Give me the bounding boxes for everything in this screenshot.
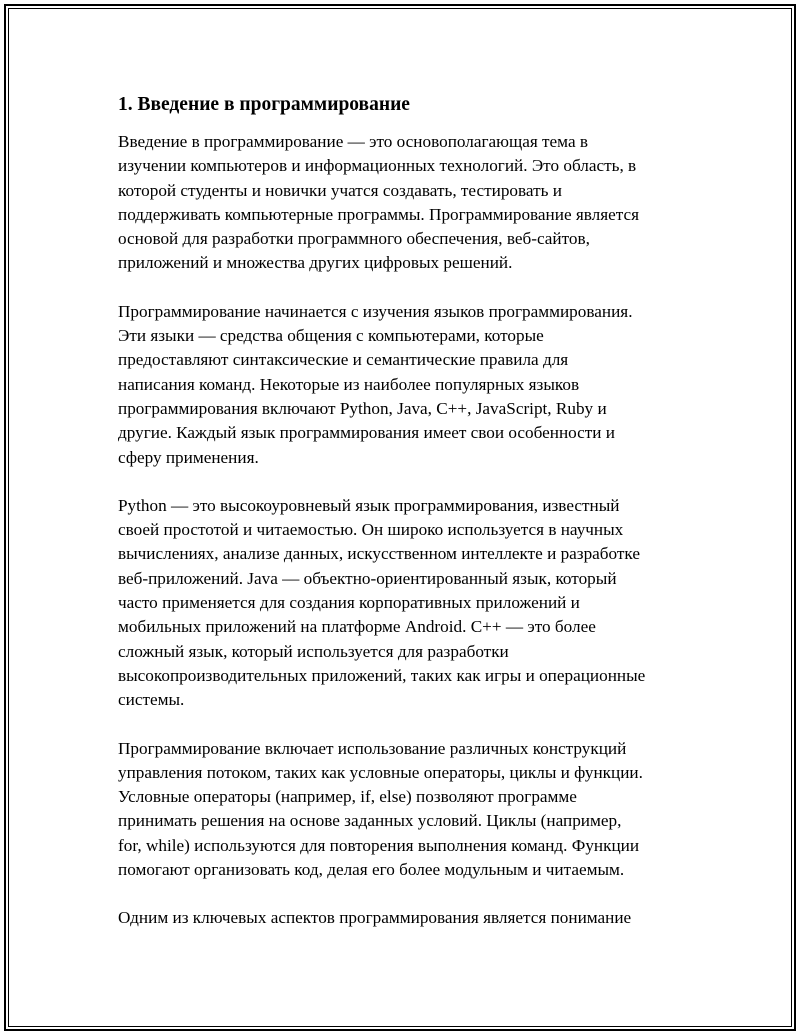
paragraph-key-aspects: Одним из ключевых аспектов программирования является понимание (118, 908, 632, 928)
paragraph-intro: Введение в программирование — это основополагающая тема в изучении компьютеров и информационных технологий. Это область, в которой студенты и новички учатся создавать, тестировать и поддерживать компьютерные программы. Программирование является основой для разработки программного обеспечения, веб-сайтов, приложений и множества других цифровых решений. (118, 132, 640, 273)
paragraph-control-flow: Программирование включает использование различных конструкций управления потоком, таких как условные операторы, циклы и функции. Условные операторы (например, if, else) позволяют программе принимать решения на основе заданных условий. Циклы (например, for, while) используются для повторения выполнения команд. Функции помогают организовать код, делая его более модульным и читаемым. (118, 738, 643, 880)
paragraph-languages: Программирование начинается с изучения языков программирования. Эти языки — средства общения с компьютерами, которые предоставляют синтаксические и семантические правила для написания команд. Некоторые из наиболее популярных языков программирования включают Python, Java, C++, JavaScript, Ruby и другие. Каждый язык программирования имеет свои особенности и сферу применения. (118, 301, 633, 467)
section-heading: 1. Введение в программирование (118, 94, 410, 115)
paragraph-language-examples: Python — это высокоуровневый язык программирования, известный своей простотой и читаемостью. Он широко используется в научных вычислениях, анализе данных, искусственном интеллекте и разработке веб-приложений. Java — объектно-ориентированный язык, который часто применяется для создания корпоративных приложений и мобильных приложений на платформе Android. C++ — это более сложный язык, который используется для разработки высокопроизводительных приложений, таких как игры и операционные системы. (118, 495, 646, 710)
document-body (118, 92, 698, 955)
